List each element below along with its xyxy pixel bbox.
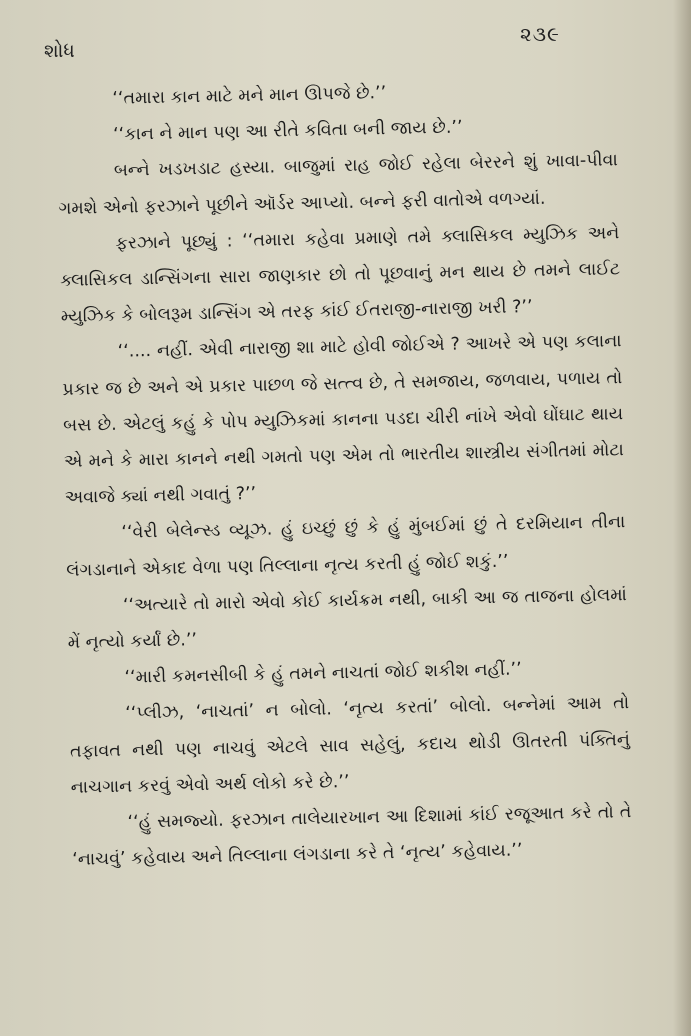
- paragraph-7: ‘‘અત્યારે તો મારો એવો કોઈ કાર્યક્રમ નથી, બાકી આ જ તાજના હોલમાં મેં નૃત્યો કર્યાં છે.’’: [67, 585, 628, 653]
- page-edge-shadow: [673, 0, 691, 1036]
- paragraph-4: ફરઝાને પૂછ્યું : ‘‘તમારા કહેવા પ્રમાણે તમે ક્લાસિકલ મ્યુઝિક અને ક્લાસિકલ ડાન્સિંગના સારા જાણકાર છો તો પૂછવાનું મન થાય છે તમને લાઈટ મ્યુઝિક કે બોલરૂમ ડાન્સિંગ એ તરફ કાંઈ ઈતરાજી-નારાજી ખરી ?’’: [59, 223, 621, 328]
- paragraph-8: ‘‘મારી કમનસીબી કે હું તમને નાચતાં જોઈ શકીશ નહીં.’’: [124, 659, 522, 688]
- running-header-title: શોધ: [44, 40, 75, 62]
- paragraph-6: ‘‘વેરી બેલેન્સ્ડ વ્યૂઝ. હું ઇચ્છું છું કે હું મુંબઈમાં છું તે દરમિયાન તીના લંગડાનાને એકાદ વેળા પણ તિલ્લાના નૃત્ય કરતી હું જોઈ શકું.’’: [66, 512, 626, 581]
- paragraph-10: ‘‘હું સમજ્યો. ફરઝાન તાલેયારખાન આ દિશામાં કાંઈ રજૂઆત કરે તો તે ‘નાચવું’ કહેવાય અને તિલ્લાના લંગડાના કરે તે ‘નૃત્ય’ કહેવાય.’’: [72, 802, 632, 871]
- page-number: ૨૩૯: [520, 22, 560, 46]
- paragraph-9: ‘‘પ્લીઝ, ‘નાચતાં’ ન બોલો. ‘નૃત્ય કરતાં’ બોલો. બન્નેમાં આમ તો તફાવત નથી પણ નાચવું એટલે સાવ સહેલું, કદાચ થોડી ઊતરતી પંક્તિનું નાચગાન કરવું એવો અર્થ લોકો કરે છે.’’: [69, 693, 631, 798]
- paragraph-2: ‘‘કાન ને માન પણ આ રીતે કવિતા બની જાય છે.’’: [112, 117, 463, 146]
- page-body: [56, 70, 633, 878]
- paragraph-5: ‘‘.... નહીં. એવી નારાજી શા માટે હોવી જોઈએ ? આખરે એ પણ કલાના પ્રકાર જ છે અને એ પ્રકાર પાછળ જે સત્ત્વ છે, તે સમજાય, જળવાય, પળાય તો બસ છે. એટલું કહું કે પોપ મ્યુઝિકમાં કાનના પડદા ચીરી નાંખે એવો ઘોંઘાટ થાય એ મને કે મારા કાનને નથી ગમતો પણ એમ તો ભારતીય શાસ્ત્રીય સંગીતમાં મોટા અવાજે ક્યાં નથી ગવાતું ?’’: [62, 331, 625, 509]
- paragraph-1: ‘‘તમારા કાન માટે મને માન ઊપજે છે.’’: [112, 83, 387, 109]
- paragraph-3: બન્ને ખડખડાટ હસ્યા. બાજુમાં રાહ જોઈ રહેલા બેરરને શું ખાવા-પીવા ગમશે એનો ફરઝાને પૂછીને ઑર્ડર આપ્યો. બન્ને ફરી વાતોએ વળગ્યાં.: [58, 150, 618, 219]
